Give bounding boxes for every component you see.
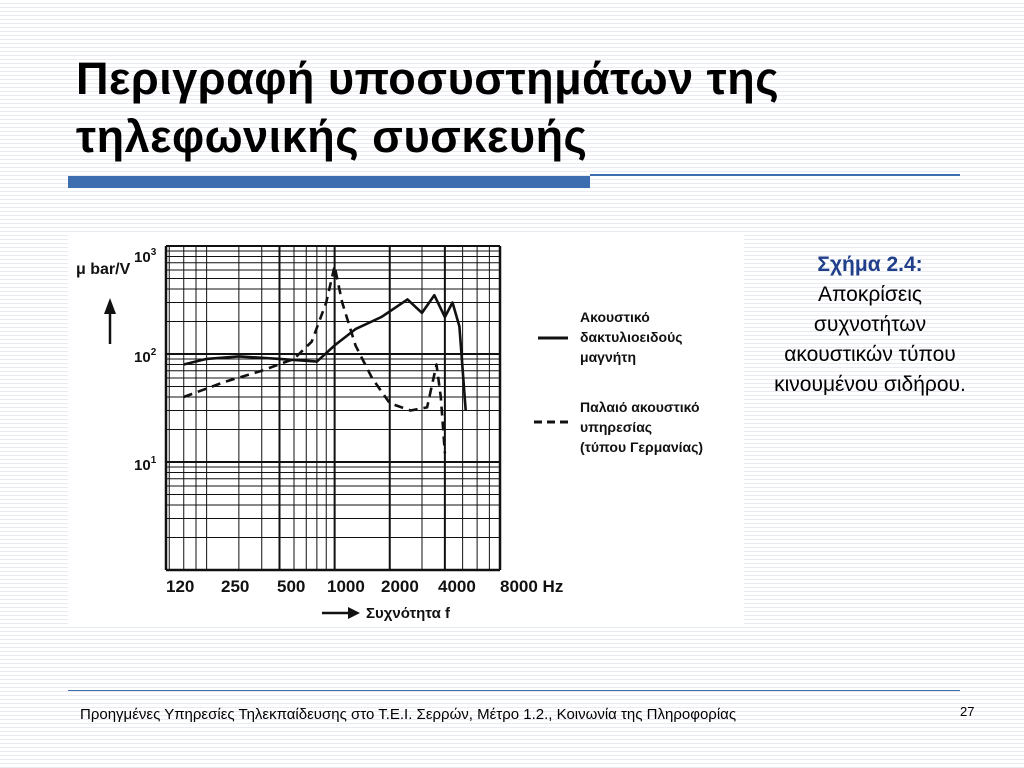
y-tick-labels xyxy=(134,247,157,474)
x-axis-label-group xyxy=(322,605,451,622)
x-axis-arrow-head xyxy=(348,607,360,619)
caption-text: Αποκρίσεις συχνοτήτων ακουστικών τύπου κινουμένου σιδήρου. xyxy=(774,283,966,396)
y-axis-arrow-head xyxy=(104,298,116,314)
x-tick-labels xyxy=(166,577,563,596)
chart-legend xyxy=(534,309,703,455)
y-tick-label-1000: $10^3$ xyxy=(134,247,157,266)
figure-caption xyxy=(760,250,980,400)
slide-title: Περιγραφή υποσυστημάτων της τηλεφωνικής συσκευής xyxy=(76,53,780,162)
x-tick-label: 4000 xyxy=(438,577,476,596)
frequency-response-chart xyxy=(68,232,744,626)
y-axis-label-group xyxy=(76,261,131,344)
footer-divider xyxy=(68,690,960,691)
series-line-dashed xyxy=(184,266,445,453)
page-number: 27 xyxy=(960,704,975,719)
title-underline-thick xyxy=(68,176,590,188)
chart-grid xyxy=(166,246,500,570)
chart-series xyxy=(184,266,466,453)
x-tick-label: 250 xyxy=(221,577,250,596)
chart-figure xyxy=(68,232,744,626)
y-axis-label: μ bar/V xyxy=(76,261,131,278)
legend-label-dashed: Παλαιό ακουστικό υπηρεσίας (τύπου Γερμανίας) xyxy=(580,399,704,455)
x-tick-label: 1000 xyxy=(327,577,365,596)
title-underline-thin xyxy=(590,174,960,176)
y-tick-label-100: $10^2$ xyxy=(134,347,157,366)
x-tick-label: 8000 Hz xyxy=(500,577,564,596)
footer-text: Προηγμένες Υπηρεσίες Τηλεκπαίδευσης στο Τ.Ε.Ι. Σερρών, Μέτρο 1.2., Κοινωνία της Πληροφορίας xyxy=(80,706,737,723)
caption-title: Σχήμα 2.4: xyxy=(817,253,923,276)
y-tick-label-10: $10^1$ xyxy=(134,455,157,474)
x-axis-label: Συχνότητα f xyxy=(366,605,450,622)
x-tick-label: 120 xyxy=(166,577,195,596)
legend-label-solid: Ακουστικό δακτυλιοειδούς μαγνήτη xyxy=(580,309,683,365)
x-tick-label: 500 xyxy=(277,577,306,596)
x-tick-label: 2000 xyxy=(381,577,419,596)
series-line-solid xyxy=(184,295,466,410)
